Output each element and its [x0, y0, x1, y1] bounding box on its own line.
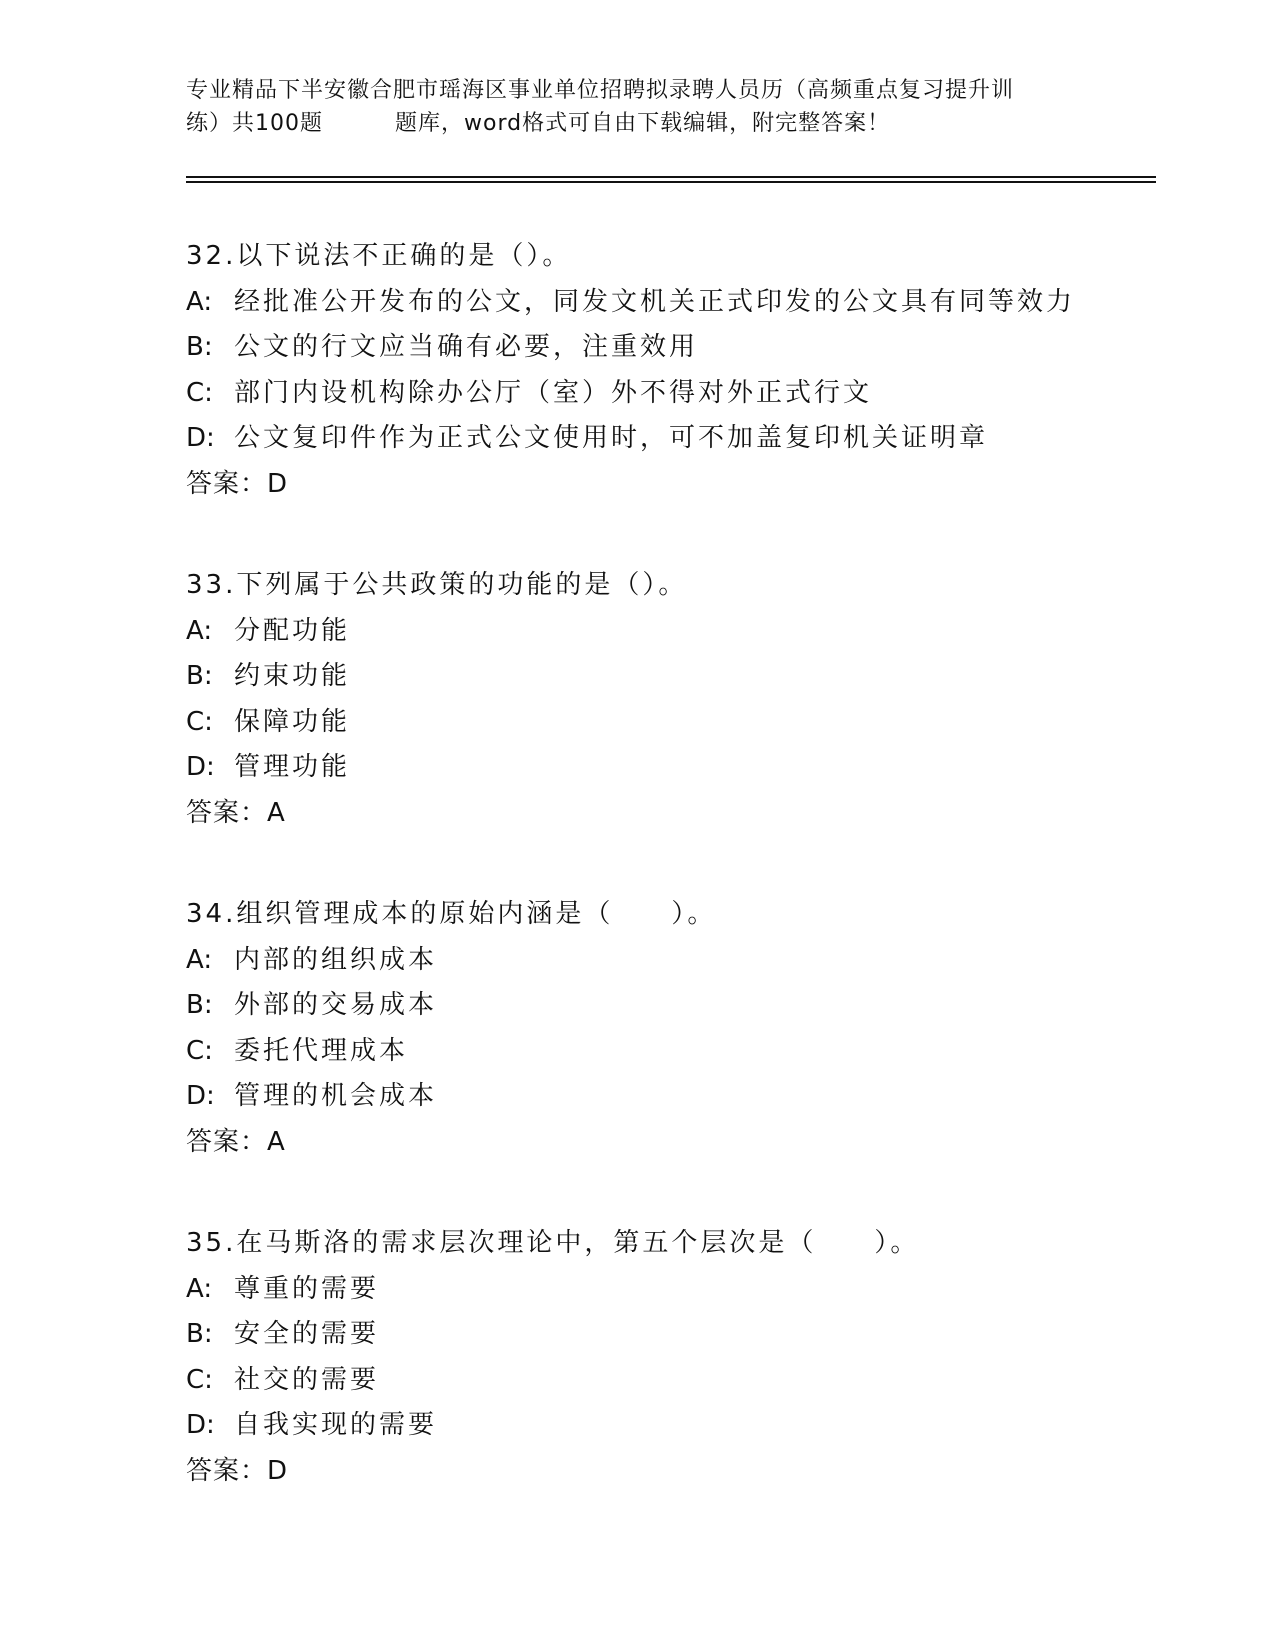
header-title-line2-end: 题库，word格式可自由下载编辑，附完整答案！ [395, 111, 891, 136]
page-header [186, 74, 1086, 140]
option-a [186, 938, 1166, 984]
option-text: 经批准公开发布的公文，同发文机关正式印发的公文具有同等效力 [234, 286, 1076, 317]
option-text: 委托代理成本 [234, 1035, 409, 1066]
option-key: C: [186, 1035, 213, 1066]
option-key: B: [186, 1319, 213, 1349]
question-list [186, 234, 1166, 1550]
option-key: C: [186, 377, 213, 408]
option-text: 分配功能 [234, 615, 351, 646]
option-c [186, 1358, 1166, 1404]
option-c [186, 371, 1166, 417]
question-35 [186, 1221, 1166, 1494]
option-b [186, 1312, 1166, 1358]
option-key: D: [186, 1410, 215, 1440]
answer-line: 答案：D [186, 468, 289, 499]
option-c [186, 700, 1166, 746]
option-key: A: [186, 1273, 213, 1304]
option-text: 社交的需要 [234, 1364, 380, 1395]
option-d [186, 1403, 1166, 1449]
option-c [186, 1029, 1166, 1075]
option-text: 自我实现的需要 [234, 1410, 438, 1440]
option-a [186, 609, 1166, 655]
option-key: A: [186, 286, 213, 317]
question-34 [186, 892, 1166, 1165]
option-text: 公文复印件作为正式公文使用时，可不加盖复印机关证明章 [234, 423, 989, 453]
option-text: 公文的行文应当确有必要，注重效用 [234, 332, 699, 362]
option-key: C: [186, 1364, 213, 1395]
answer-line: 答案：A [186, 1126, 286, 1157]
option-key: B: [186, 990, 213, 1020]
option-key: B: [186, 661, 213, 691]
option-text: 安全的需要 [234, 1319, 380, 1349]
option-a [186, 280, 1166, 326]
option-d [186, 1074, 1166, 1120]
option-d [186, 745, 1166, 791]
option-a [186, 1267, 1166, 1313]
option-text: 尊重的需要 [234, 1273, 380, 1304]
header-title-line2 [186, 107, 1086, 140]
header-divider-top [186, 176, 1156, 178]
option-text: 管理功能 [234, 752, 351, 782]
answer-line: 答案：D [186, 1455, 289, 1486]
option-d [186, 416, 1166, 462]
question-stem: 32.以下说法不正确的是（）。 [186, 241, 572, 271]
option-text: 外部的交易成本 [234, 990, 438, 1020]
option-key: D: [186, 423, 215, 453]
option-key: A: [186, 944, 213, 975]
option-key: D: [186, 1081, 215, 1111]
option-text: 部门内设机构除办公厅（室）外不得对外正式行文 [234, 377, 873, 408]
option-b [186, 983, 1166, 1029]
option-text: 保障功能 [234, 706, 351, 737]
option-b [186, 325, 1166, 371]
question-33 [186, 563, 1166, 836]
option-text: 内部的组织成本 [234, 944, 438, 975]
option-b [186, 654, 1166, 700]
option-text: 管理的机会成本 [234, 1081, 438, 1111]
option-key: A: [186, 615, 213, 646]
question-stem: 33.下列属于公共政策的功能的是（）。 [186, 570, 688, 600]
option-key: C: [186, 706, 213, 737]
question-stem: 34.组织管理成本的原始内涵是（ ）。 [186, 899, 717, 929]
answer-line: 答案：A [186, 797, 286, 828]
header-title-line1: 专业精品下半安徽合肥市瑶海区事业单位招聘拟录聘人员历（高频重点复习提升训 [186, 78, 1015, 103]
option-key: D: [186, 752, 215, 782]
header-divider-bottom [186, 181, 1156, 183]
header-title-line2-start: 练）共100题 [186, 111, 323, 136]
question-32 [186, 234, 1166, 507]
question-stem: 35.在马斯洛的需求层次理论中，第五个层次是（ ）。 [186, 1228, 920, 1258]
option-text: 约束功能 [234, 661, 351, 691]
option-key: B: [186, 332, 213, 362]
